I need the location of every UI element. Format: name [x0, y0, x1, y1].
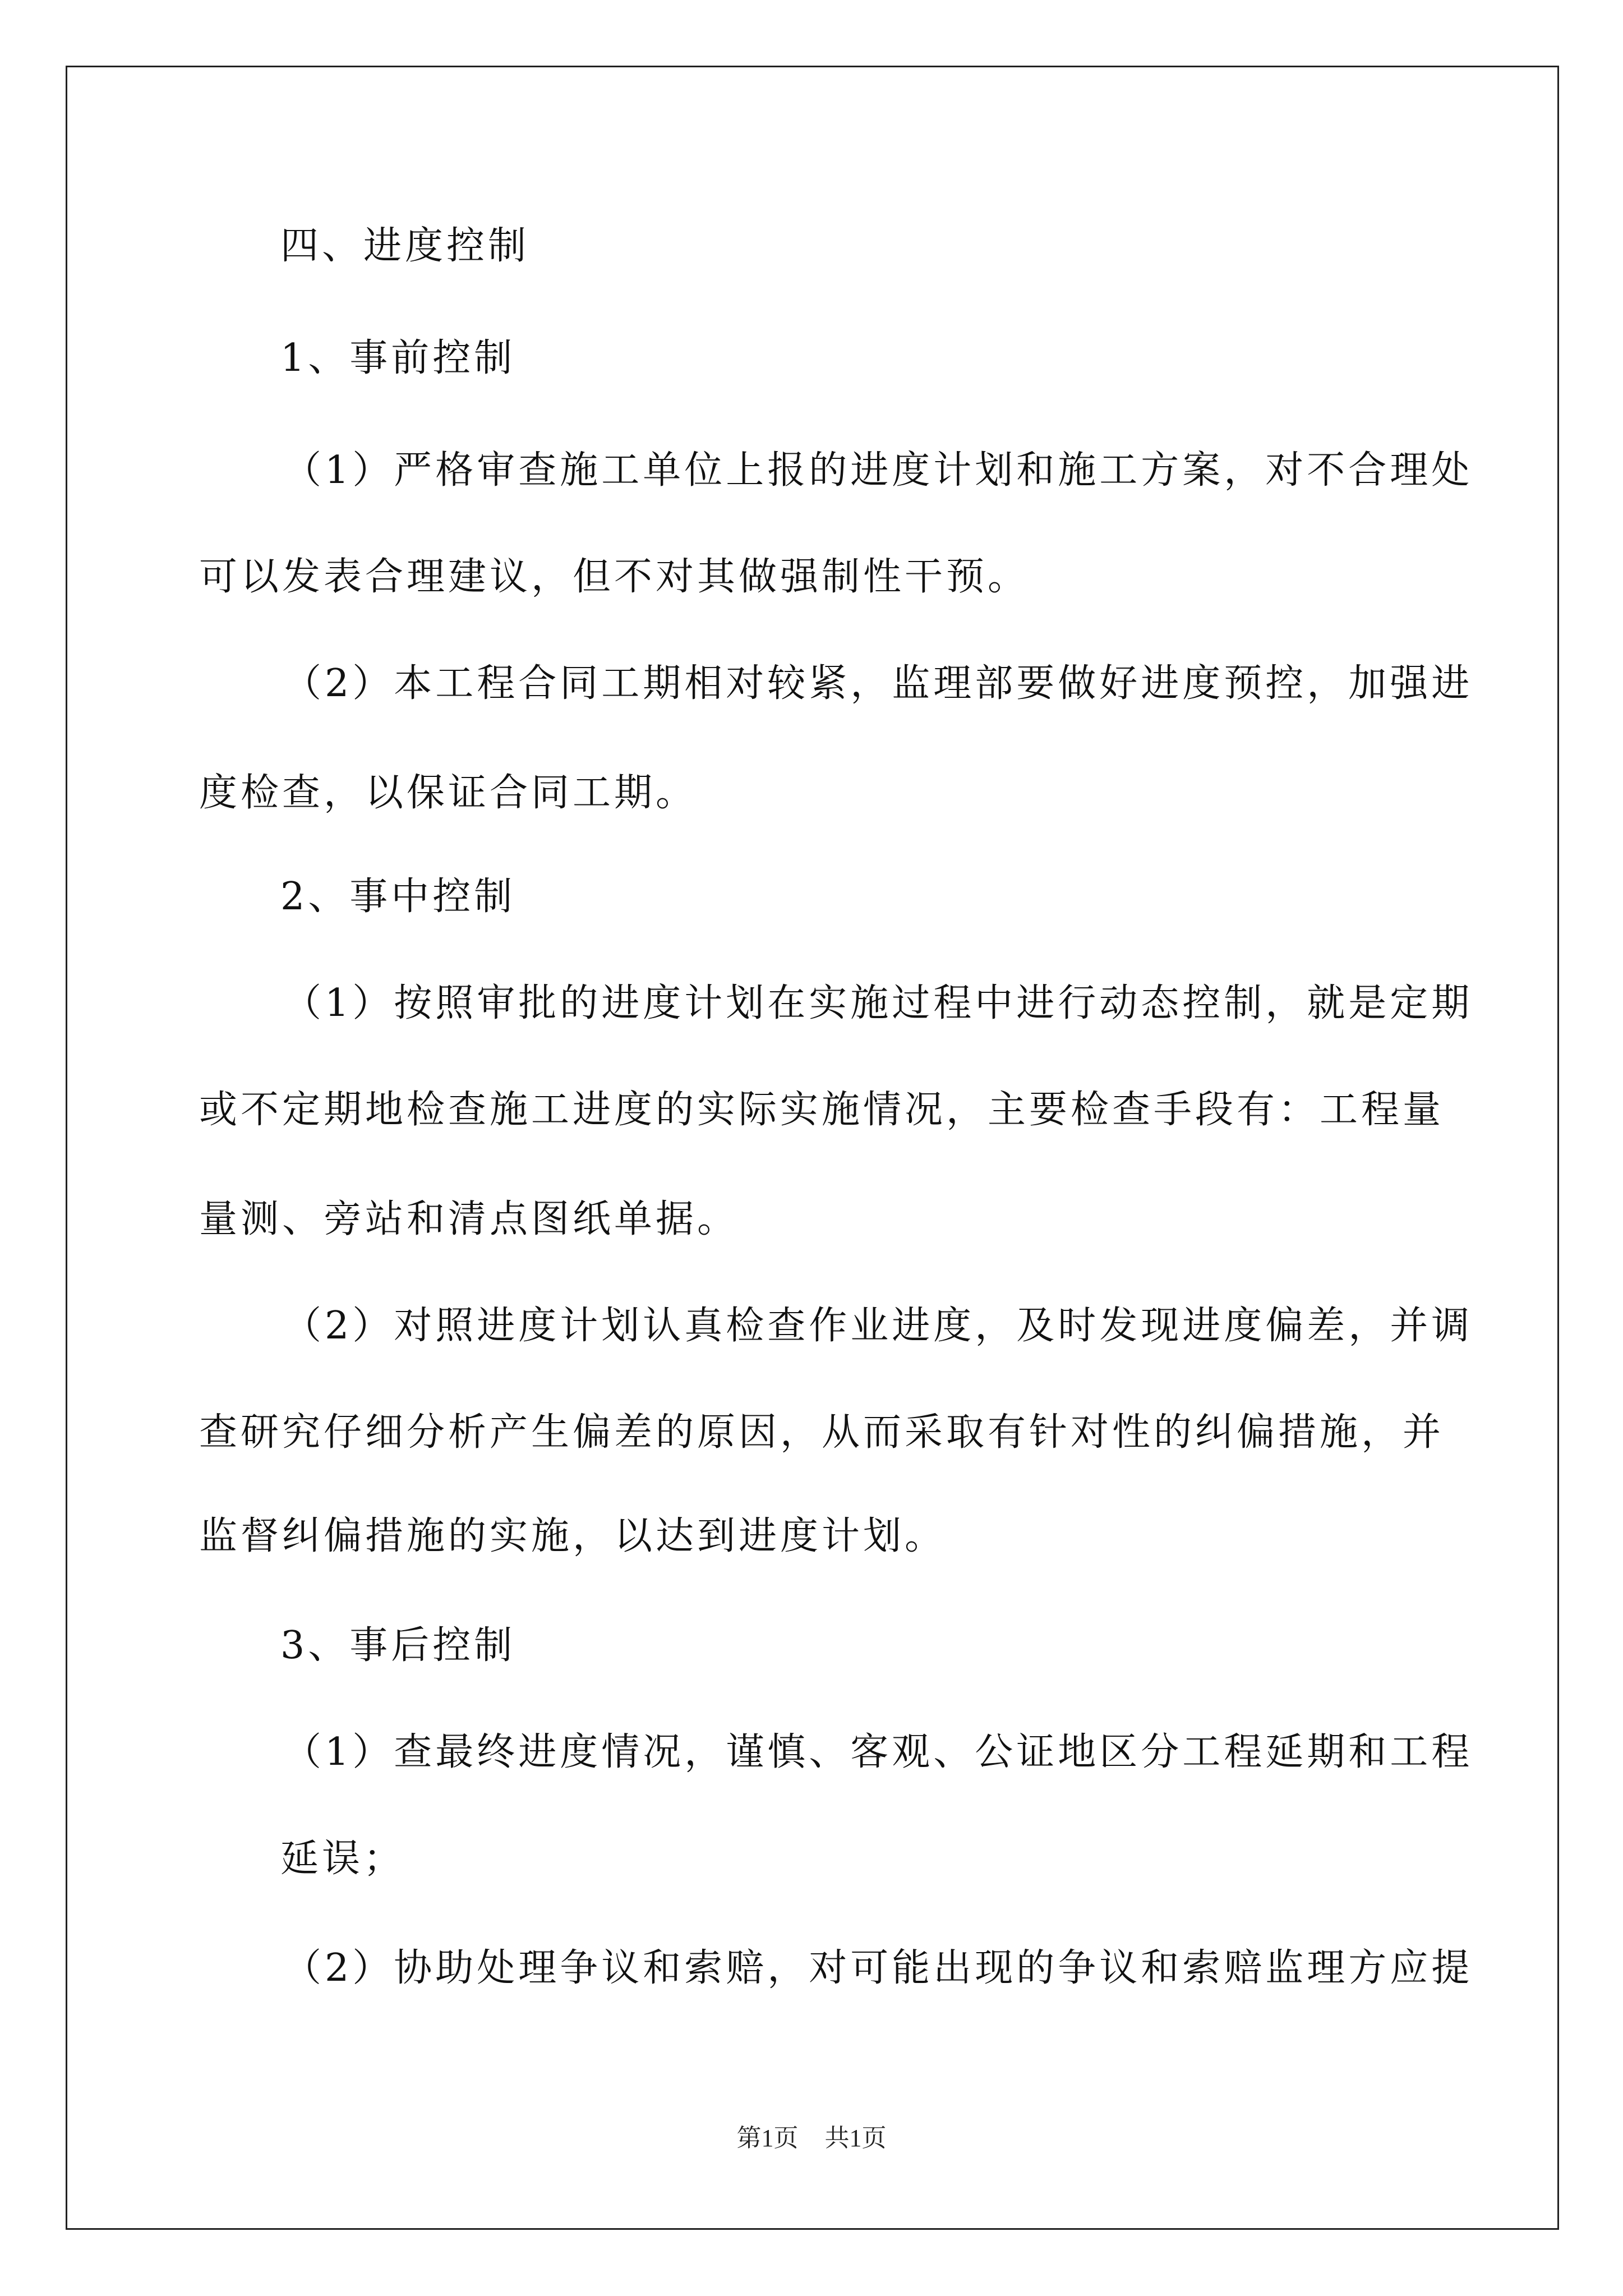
paragraph-line: （1）查最终进度情况，谨慎、客观、公证地区分工程延期和工程	[283, 1730, 1473, 1774]
paragraph-line: 量测、旁站和清点图纸单据。	[199, 1197, 739, 1241]
page-footer	[0, 2126, 1623, 2151]
page-number: 第1页	[736, 2124, 799, 2152]
paragraph-line: （2）本工程合同工期相对较紧，监理部要做好进度预控，加强进	[283, 661, 1473, 706]
page-border	[66, 66, 1559, 2230]
paragraph-line: 度检查，以保证合同工期。	[199, 771, 698, 815]
paragraph-line: （2）对照进度计划认真检查作业进度，及时发现进度偏差，并调	[283, 1304, 1473, 1348]
paragraph-line: 延误；	[280, 1837, 405, 1881]
paragraph-line: （2）协助处理争议和索赔，对可能出现的争议和索赔监理方应提	[283, 1946, 1473, 1990]
paragraph-line: 可以发表合理建议，但不对其做强制性干预。	[199, 555, 1030, 599]
section-heading: 四、进度控制	[280, 224, 530, 268]
paragraph-line: 监督纠偏措施的实施，以达到进度计划。	[199, 1514, 947, 1558]
paragraph-line: （1）严格审查施工单位上报的进度计划和施工方案，对不合理处	[283, 448, 1473, 493]
subsection-heading: 2、事中控制	[280, 875, 516, 919]
paragraph-line: 查研究仔细分析产生偏差的原因，从而采取有针对性的纠偏措施，并	[199, 1410, 1445, 1455]
subsection-heading: 1、事前控制	[280, 336, 516, 380]
total-pages: 共1页	[824, 2124, 887, 2152]
subsection-heading: 3、事后控制	[280, 1623, 516, 1668]
paragraph-line: （1）按照审批的进度计划在实施过程中进行动态控制，就是定期	[283, 981, 1473, 1025]
paragraph-line: 或不定期地检查施工进度的实际实施情况，主要检查手段有：工程量	[199, 1088, 1445, 1132]
